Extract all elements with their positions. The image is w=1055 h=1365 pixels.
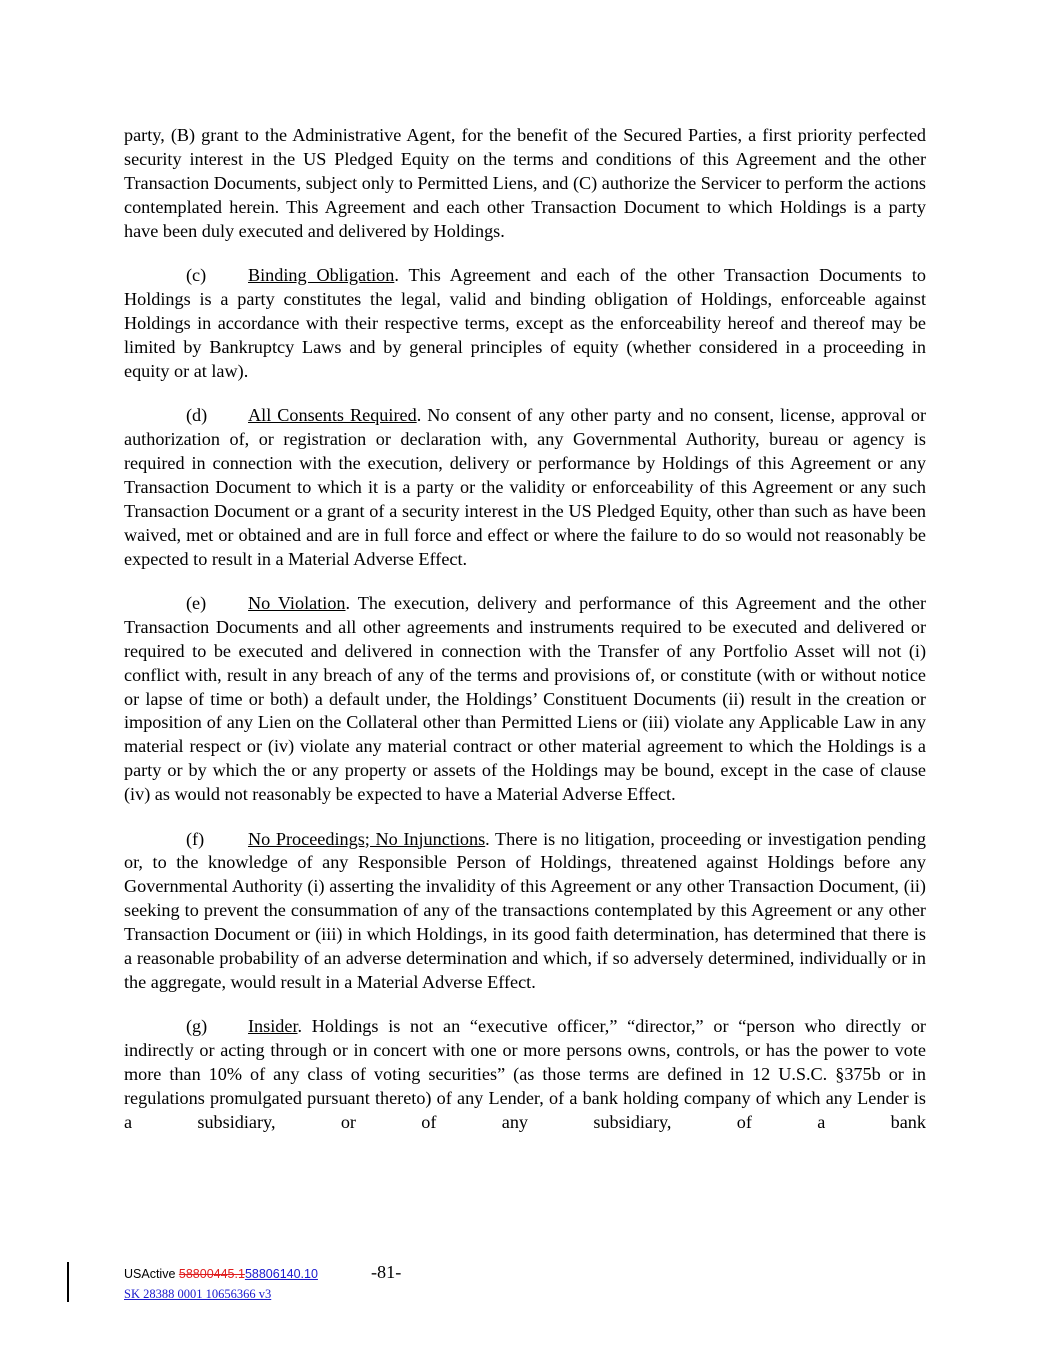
paragraph-f xyxy=(124,828,926,995)
paragraph-heading: No Violation xyxy=(248,592,346,613)
paragraph-text: . Holdings is not an “executive officer,” “director,” or “person who directly or indirectly or acting through or in concert with one or more persons owns, controls, or has the power to vote more than 10% of any class of voting securities” (as those terms are defined in 12 U.S.C. §375b or in regulations promulgated pursuant thereto) of any Lender, of a bank holding company of which any Lender is a subsidiary, or of any subsidiary, of a bank xyxy=(124,1016,926,1133)
paragraph-marker: (e) xyxy=(186,592,207,613)
sk-reference-link[interactable]: SK 28388 0001 10656366 v3 xyxy=(124,1287,272,1301)
paragraph-text: party, (B) grant to the Administrative Agent, for the benefit of the Secured Parties, a first priority perfected security interest in the US Pledged Equity on the terms and conditions of this Agreement and the other Transaction Documents, subject only to Permitted Liens, and (C) authorize the Servicer to perform the actions contemplated herein. This Agreement and each other Transaction Document to which Holdings is a party have been duly executed and delivered by Holdings. xyxy=(124,125,926,241)
paragraph-heading: All Consents Required xyxy=(248,405,417,426)
paragraph-text: . No consent of any other party and no consent, license, approval or authorization of, or registration or declaration with, any Governmental Authority, bureau or agency is required in connection with the execution, delivery or performance by Holdings of this Agreement or any Transaction Document to which it is a party or the validity or enforceability of this Agreement or any such Transaction Document or a grant of a security interest in the US Pledged Equity, other than such as have been waived, met or obtained and are in full force and effect or where the failure to do so would not reasonably be expected to result in a Material Adverse Effect. xyxy=(124,405,926,569)
paragraph-marker: (g) xyxy=(186,1016,208,1037)
paragraph-heading: Binding Obligation xyxy=(248,265,395,286)
paragraph-d xyxy=(124,404,926,571)
document-id-line xyxy=(124,1266,318,1282)
deleted-doc-number: 58800445.1 xyxy=(178,1267,245,1281)
paragraph-g xyxy=(124,1015,926,1135)
doc-label: USActive xyxy=(124,1267,179,1281)
page-number: -81- xyxy=(371,1262,402,1282)
paragraph-b-continuation xyxy=(124,124,926,244)
inserted-doc-number: 58806140.10 xyxy=(244,1267,318,1281)
paragraph-text: . There is no litigation, proceeding or investigation pending or, to the knowledge of any Responsible Person of Holdings, threatened against Holdings before any Governmental Authority (i) asserting the invalidity of this Agreement or any other Transaction Document, (ii) seeking to prevent the consummation of any of the transactions contemplated by this Agreement or any other Transaction Document or (iii) in which Holdings, in its good faith determination, has determined that there is a reasonable probability of an adverse determination and which, if so adversely determined, individually or in the aggregate, would result in a Material Adverse Effect. xyxy=(124,828,926,992)
paragraph-heading: No Proceedings; No Injunctions xyxy=(248,828,486,849)
paragraph-text: . This Agreement and each of the other Transaction Documents to Holdings is a party constitutes the legal, valid and binding obligation of Holdings, enforceable against Holdings in accordance with their respective terms, except as the enforceability hereof and thereof may be limited by Bankruptcy Laws and by general principles of equity (whether considered in a proceeding in equity or at law). xyxy=(124,265,926,381)
document-body xyxy=(124,124,926,1135)
revision-change-bar xyxy=(67,1262,69,1302)
paragraph-c xyxy=(124,264,926,384)
paragraph-marker: (d) xyxy=(186,405,208,426)
paragraph-heading: Insider xyxy=(248,1016,298,1037)
paragraph-text: . The execution, delivery and performance of this Agreement and the other Transaction Documents and all other agreements and instruments required to be executed and delivered or required to be executed and delivered in connection with the Transfer of any Portfolio Asset will not (i) conflict with, result in any breach of any of the terms and provisions of, or constitute (with or without notice or lapse of time or both) a default under, the Holdings’ Constituent Documents (ii) result in the creation or imposition of any Lien on the Collateral other than Permitted Liens or (iii) violate any Applicable Law in any material respect or (iv) violate any material contract or other material agreement to which the Holdings is a party or by which the or any property or assets of the Holdings may be bound, except in the case of clause (iv) as would not reasonably be expected to have a Material Adverse Effect. xyxy=(124,592,927,805)
page-footer xyxy=(124,1262,402,1302)
paragraph-e xyxy=(124,592,926,807)
paragraph-marker: (c) xyxy=(186,265,207,286)
paragraph-marker: (f) xyxy=(186,828,205,849)
